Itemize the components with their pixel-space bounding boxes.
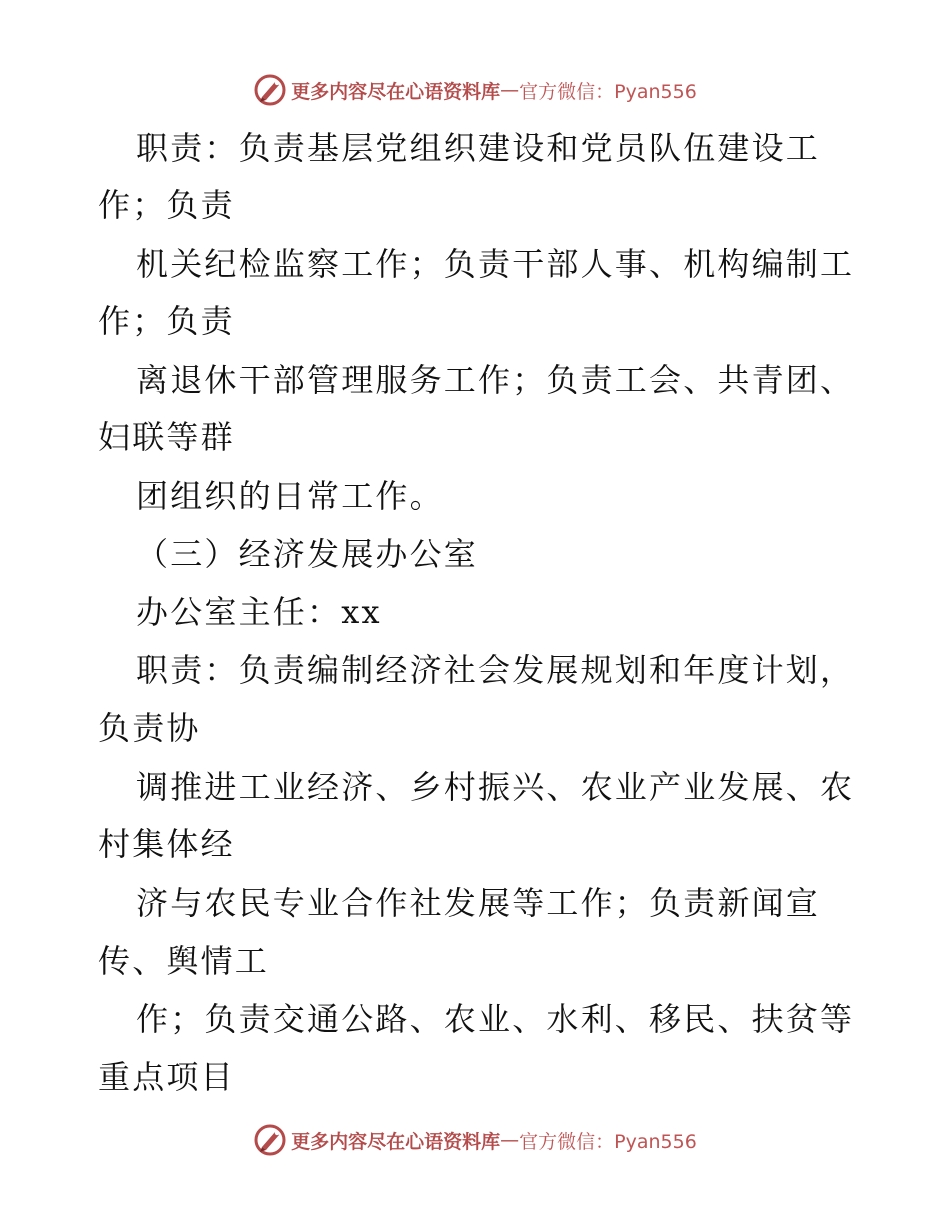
text-line: 离退休干部管理服务工作；负责工会、共青团、 [136, 361, 855, 399]
text-line: 办公室主任：xx [136, 593, 382, 631]
text-line: 作；负责 [98, 302, 235, 340]
pen-logo-icon [253, 73, 287, 107]
text-line: 机关纪检监察工作；负责干部人事、机构编制工 [136, 245, 855, 283]
banner-wechat: 官方微信：Pyan556 [519, 1130, 697, 1153]
banner-separator: — [500, 1129, 520, 1151]
section-heading: （三）经济发展办公室 [136, 535, 479, 573]
text-line: 作；负责交通公路、农业、水利、移民、扶贫等 [136, 1000, 855, 1038]
pen-logo-icon [253, 1123, 287, 1157]
text-line: 重点项目 [98, 1058, 235, 1096]
text-line: 团组织的日常工作。 [136, 477, 444, 515]
header-watermark [0, 70, 950, 110]
footer-watermark [0, 1120, 950, 1160]
banner-separator: — [500, 79, 520, 101]
text-line: 传、舆情工 [98, 942, 270, 980]
text-line: 职责：负责编制经济社会发展规划和年度计划， [136, 651, 855, 689]
text-line: 职责：负责基层党组织建设和党员队伍建设工 [136, 129, 821, 167]
banner-title: 更多内容尽在心语资料库 [291, 1130, 501, 1153]
text-line: 村集体经 [98, 825, 235, 863]
text-line: 妇联等群 [98, 418, 235, 456]
text-line: 济与农民专业合作社发展等工作；负责新闻宣 [136, 884, 821, 922]
banner-title: 更多内容尽在心语资料库 [291, 80, 501, 103]
banner-wechat: 官方微信：Pyan556 [519, 80, 697, 103]
text-line: 作；负责 [98, 186, 235, 224]
text-line: 调推进工业经济、乡村振兴、农业产业发展、农 [136, 768, 855, 806]
text-line: 负责协 [98, 709, 201, 747]
